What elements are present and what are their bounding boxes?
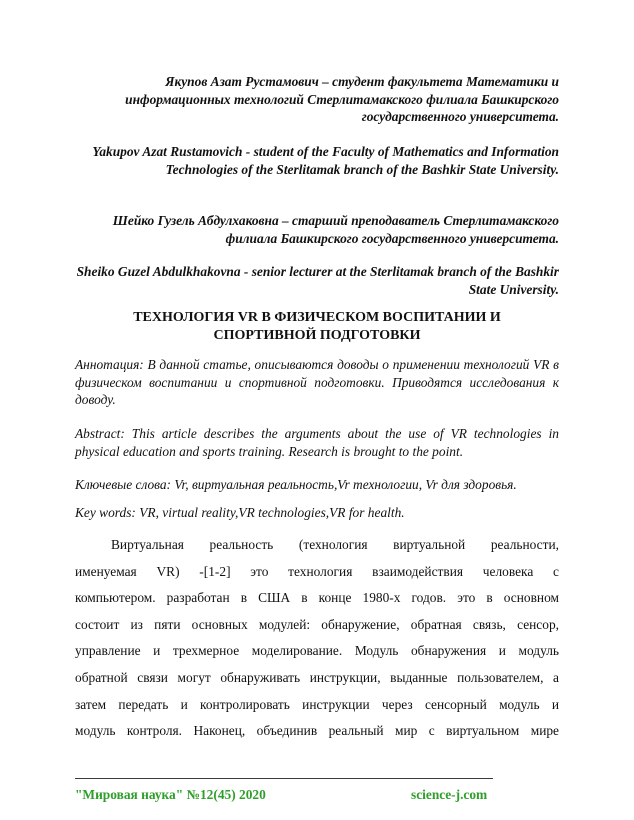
annotation-block: [75, 356, 559, 409]
keywords-en-block: [75, 504, 559, 522]
author1-ru-block: [75, 73, 559, 126]
title-line-1: ТЕХНОЛОГИЯ VR В ФИЗИЧЕСКОМ ВОСПИТАНИИ И: [133, 310, 501, 325]
body-line: компьютером. разработан в США в конце 1980-х годов. это в основном: [75, 590, 559, 606]
author2-en: Sheiko Guzel Abdulkhakovna - senior lecturer at the Sterlitamak branch of the Bashkir State University.: [76, 264, 559, 297]
author2-ru-block: [75, 212, 559, 247]
author1-en-block: [75, 143, 559, 178]
keywords-en: Key words: VR, virtual reality,VR technologies,VR for health.: [75, 505, 405, 520]
author2-en-block: [75, 263, 559, 298]
keywords-ru: Ключевые слова: Vr, виртуальная реальность,Vr технологии, Vr для здоровья.: [75, 477, 517, 492]
footer-divider: [75, 778, 493, 779]
body-line: состоит из пяти основных модулей: обнаружение, обратная связь, сенсор,: [75, 616, 559, 632]
body-line: обратной связи могут обнаруживать инструкции, выданные пользователем, а: [75, 669, 559, 685]
body-line: Виртуальная реальность (технология виртуальной реальности,: [111, 537, 559, 552]
footer-journal: "Мировая наука" №12(45) 2020: [75, 787, 266, 802]
title-line-2: СПОРТИВНОЙ ПОДГОТОВКИ: [213, 328, 421, 343]
author1-en: Yakupov Azat Rustamovich - student of the Faculty of Mathematics and Information Technologies of the Sterlitamak branch of the Bashkir State University.: [92, 144, 559, 177]
author2-ru: Шейко Гузель Абдулхаковна – старший преподаватель Стерлитамакского филиала Башкирского государственного университета.: [112, 213, 559, 246]
article-title: [75, 309, 559, 345]
annotation-ru: Аннотация: В данной статье, описываются доводы о применении технологий VR в физическом воспитании и спортивной подготовки. Приводятся исследования к доводу.: [75, 357, 559, 407]
body-line: модуль контроля. Наконец, объединив реальный мир с виртуальном мире: [75, 723, 559, 739]
footer-site: science-j.com: [411, 787, 488, 802]
abstract-en: Abstract: This article describes the arguments about the use of VR technologies in physical education and sports training. Research is brought to the point.: [75, 426, 559, 459]
body-line: затем передать и контролировать инструкции через сенсорный модуль и: [75, 696, 559, 712]
keywords-ru-block: [75, 476, 559, 494]
body-line: именуемая VR) -[1-2] это технология взаимодействия человека с: [75, 563, 559, 579]
abstract-block: [75, 425, 559, 460]
author1-ru: Якупов Азат Рустамович – студент факультета Математики и информационных технологий Стерлитамакского филиала Башкирского государственного университета.: [125, 74, 559, 124]
body-paragraph: [75, 532, 559, 745]
body-line: управление и трехмерное моделирование. Модуль обнаружения и модуль: [75, 643, 559, 659]
